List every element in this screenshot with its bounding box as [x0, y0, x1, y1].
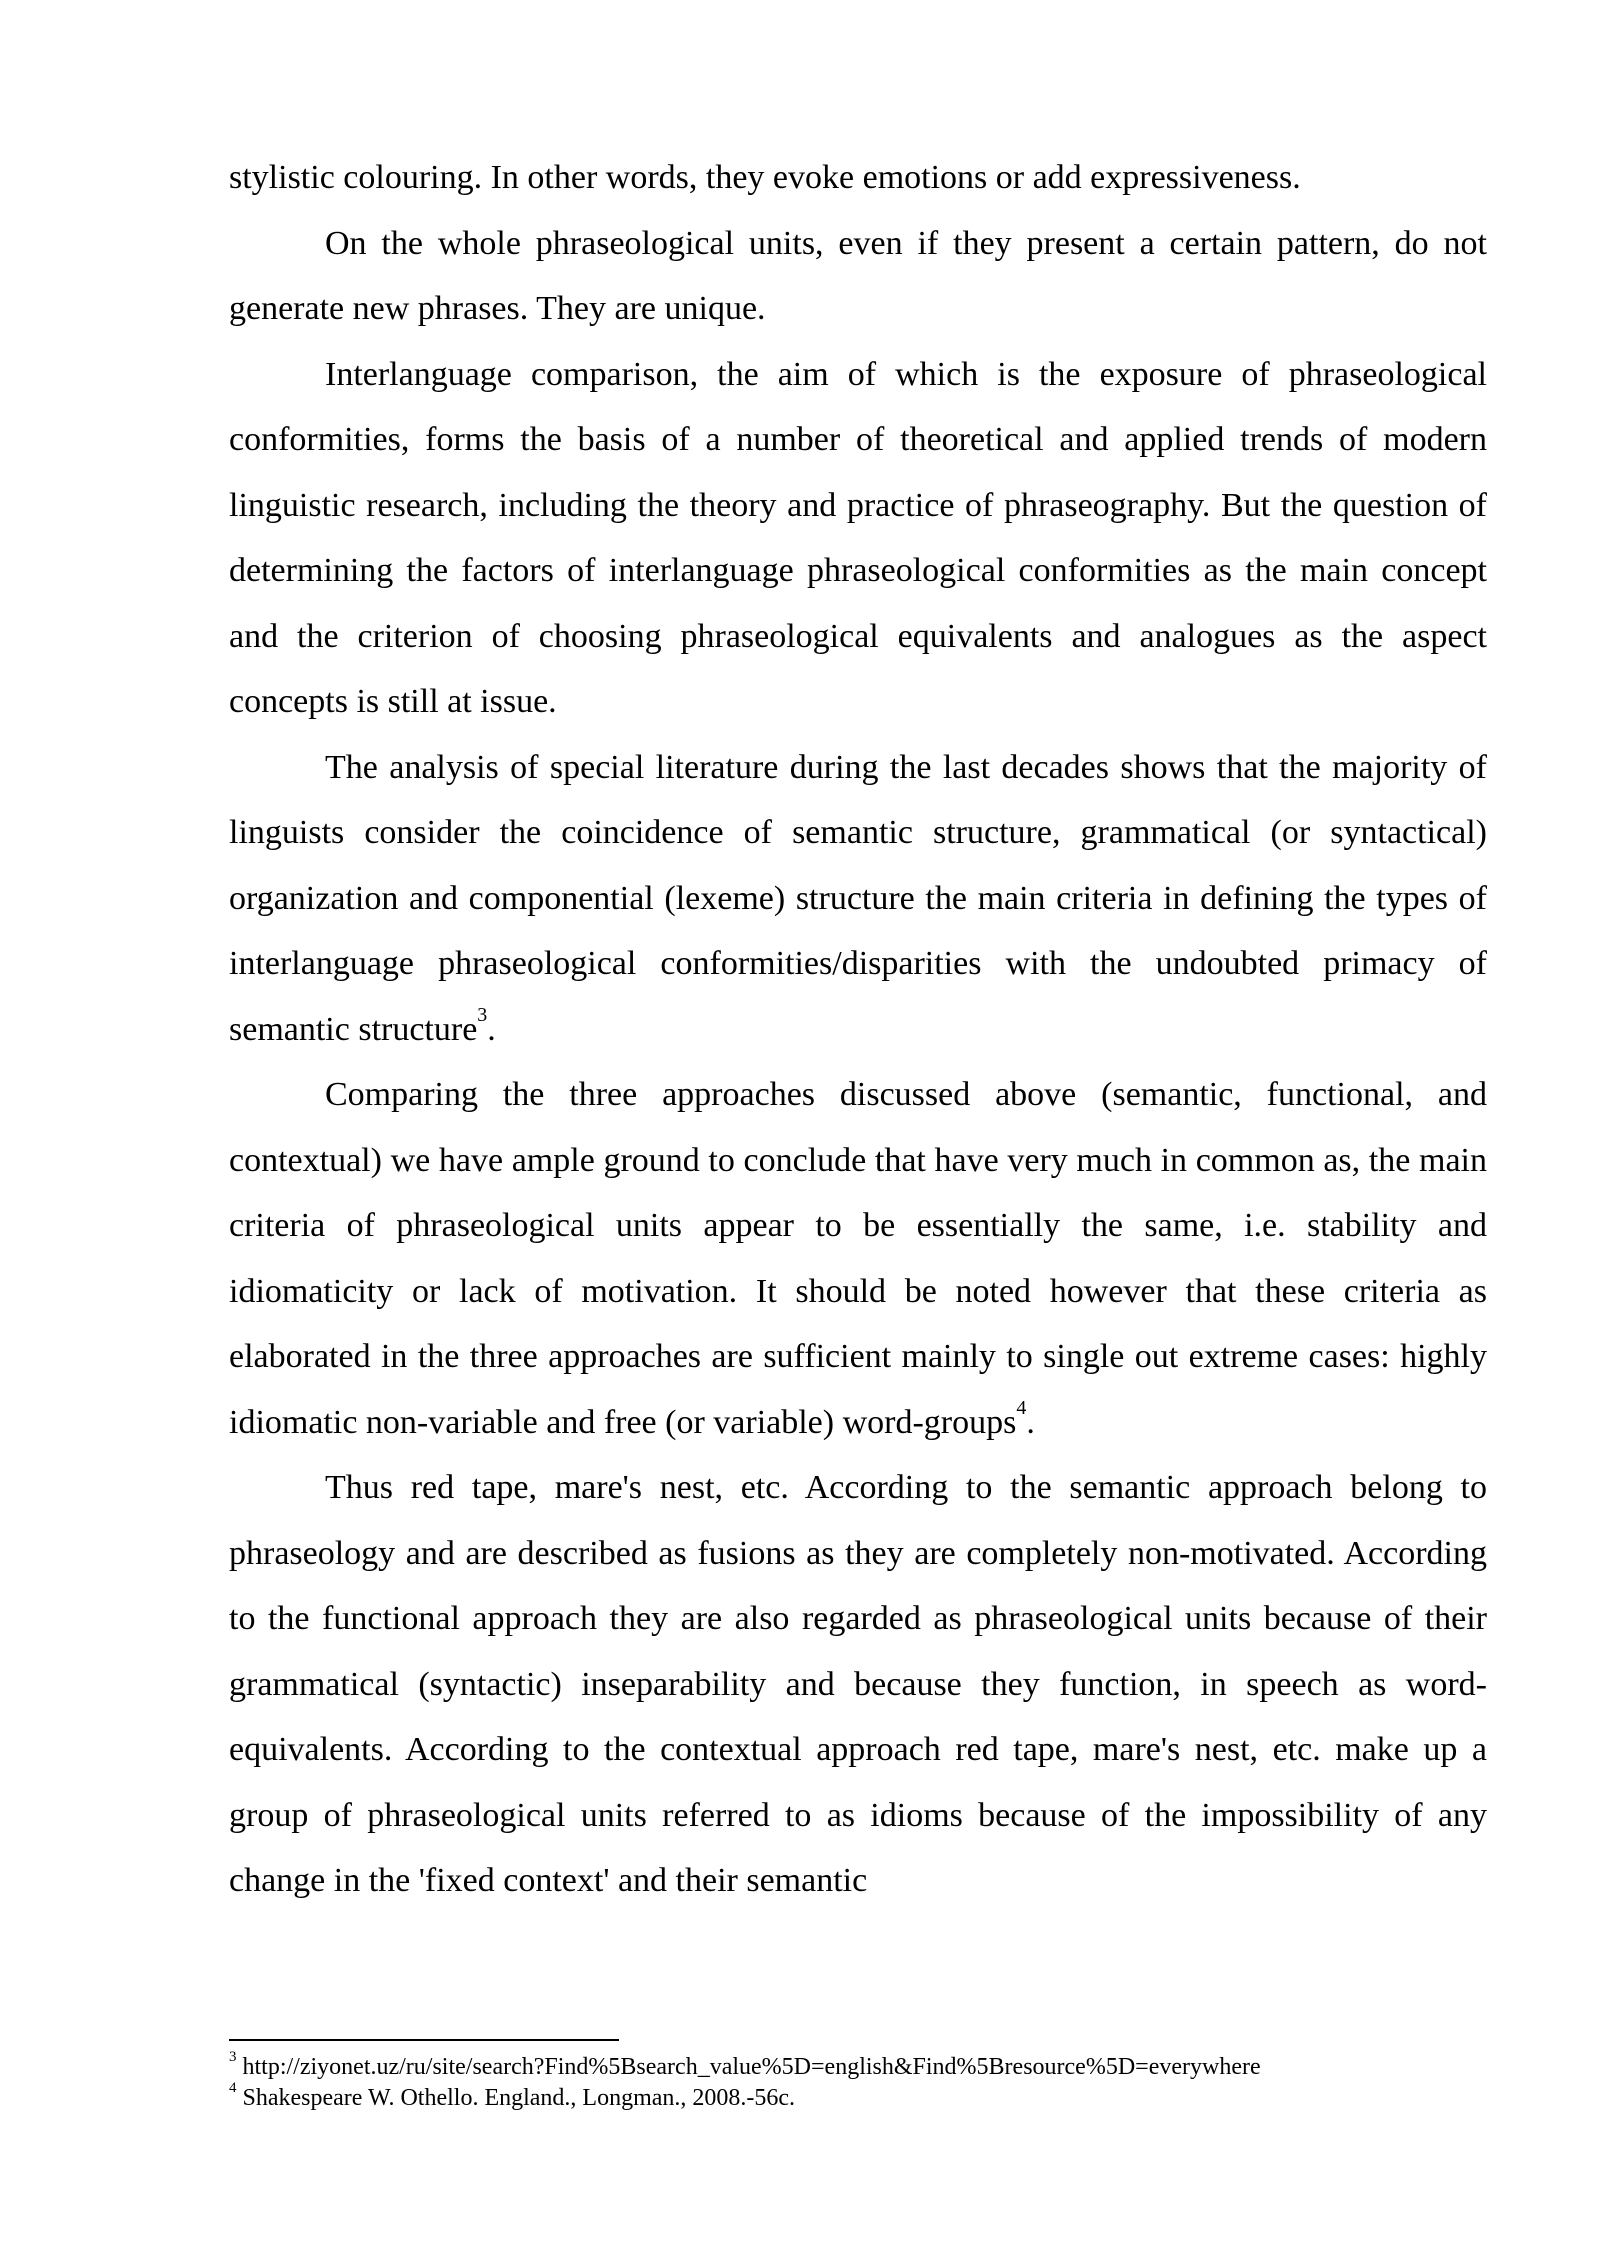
- paragraph-4-text: The analysis of special literature during the last decades shows that the majority of linguists consider the coincidence of semantic structure, grammatical (or syntactical) organization and componential (lexeme) structure the main criteria in defining the types of interlanguage phraseological conformities/disparities with the undoubted primacy of semantic structure: [229, 748, 1487, 1048]
- footnote-ref-4: 4: [1016, 1397, 1027, 1420]
- paragraph-4: [229, 735, 1487, 1063]
- paragraph-3: Interlanguage comparison, the aim of which is the exposure of phraseological conformities, forms the basis of a number of theoretical and applied trends of modern linguistic research, including the theory and practice of phraseography. But the question of determining the factors of interlanguage phraseological conformities as the main concept and the criterion of choosing phraseological equivalents and analogues as the aspect concepts is still at issue.: [229, 355, 1487, 720]
- footnote-ref-3: 3: [477, 1004, 488, 1027]
- paragraph-5-text: Comparing the three approaches discussed above (semantic, functional, and contextual) we have ample ground to conclude that have very much in common as, the main criteria of phraseological units appear to be essentially the same, i.e. stability and idiomaticity or lack of motivation. It should be noted however that these criteria as elaborated in the three approaches are sufficient mainly to single out extreme cases: highly idiomatic non-variable and free (or variable) word-groups: [229, 1076, 1487, 1441]
- footnote-4-number: 4: [229, 2080, 237, 2096]
- paragraph-6: Thus red tape, mare's nest, etc. According to the semantic approach belong to phraseology and are described as fusions as they are completely non-motivated. According to the functional approach they are also regarded as phraseological units because of their grammatical (syntactic) inseparability and because they function, in speech as word-equivalents. According to the contextual approach red tape, mare's nest, etc. make up a group of phraseological units referred to as idioms because of the impossibility of any change in the 'fixed context' and their semantic: [229, 1469, 1487, 1899]
- footnote-3-text: http://ziyonet.uz/ru/site/search?Find%5Bsearch_value%5D=english&Find%5Bresource%5D=everywhere: [236, 2054, 1261, 2080]
- paragraph-4-end: .: [487, 1010, 496, 1048]
- footnote-separator: [229, 2039, 619, 2041]
- paragraph-5: [229, 1062, 1487, 1455]
- paragraph-1: stylistic colouring. In other words, they evoke emotions or add expressiveness.: [229, 159, 1301, 196]
- footnotes: [229, 2049, 1529, 2114]
- paragraph-5-end: .: [1026, 1403, 1035, 1441]
- footnote-4-text: Shakespeare W. Othello. England., Longman., 2008.-56c.: [236, 2085, 796, 2111]
- footnote-4: [229, 2080, 1529, 2114]
- footnote-3: [229, 2049, 1529, 2083]
- body-text: [229, 145, 1487, 1914]
- paragraph-2: On the whole phraseological units, even if they present a certain pattern, do not generate new phrases. They are unique.: [229, 224, 1487, 327]
- footnote-3-number: 3: [229, 2049, 237, 2065]
